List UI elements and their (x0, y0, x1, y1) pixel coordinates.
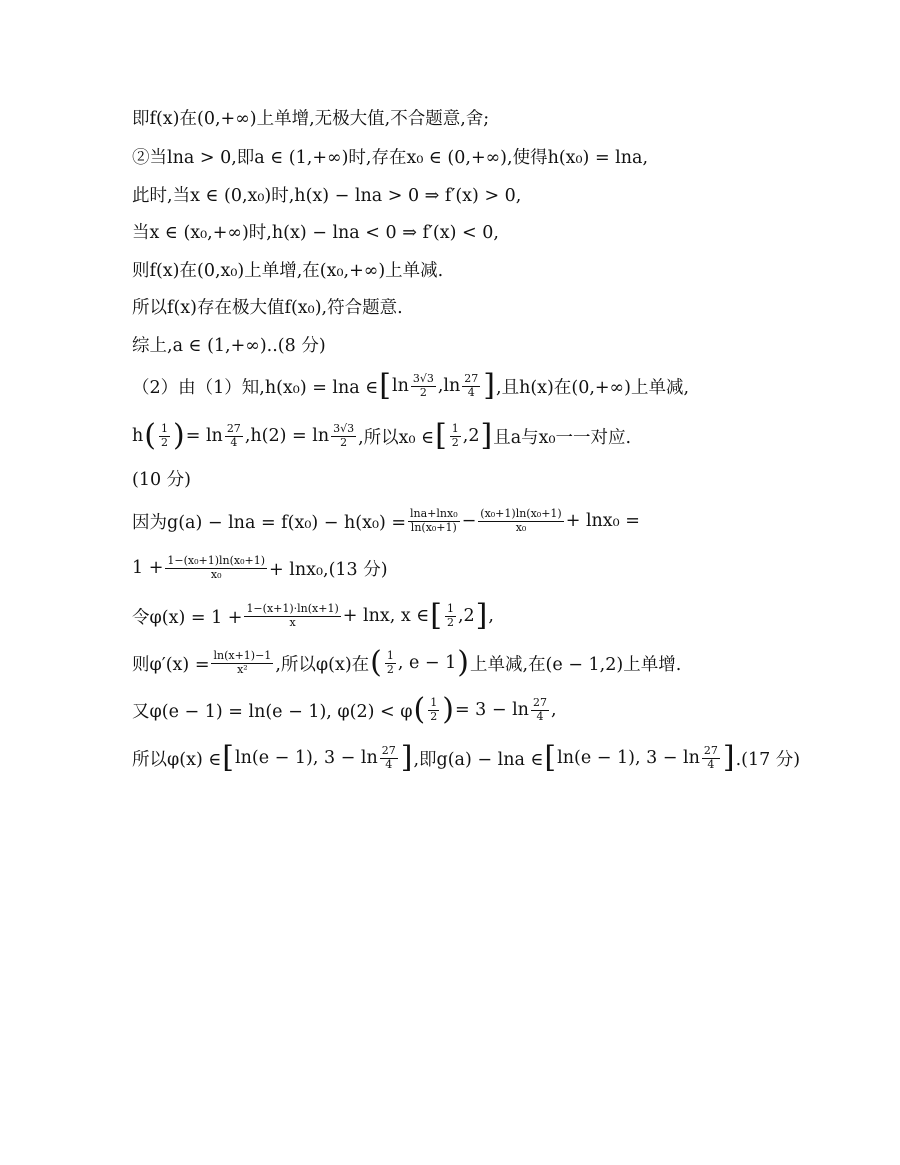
left-paren: ( (144, 418, 156, 453)
text-segment: ,2 (457, 606, 475, 626)
numerator: 27 (464, 371, 479, 385)
denominator: x₀ (210, 567, 222, 581)
text-segment: ln(e − 1), 3 − ln (235, 748, 378, 768)
numerator: 1 (451, 421, 459, 435)
left-bracket: [ (544, 740, 557, 775)
numerator: lna+lnx₀ (410, 506, 458, 520)
text-segment: ,所以x₀ ∈ (358, 427, 435, 448)
text-segment: 令φ(x) = 1 + (132, 607, 243, 628)
solution-line-12 (132, 548, 388, 588)
text-segment: ,h(2) = ln (244, 426, 330, 446)
denominator: x (289, 615, 296, 629)
text-segment: h (132, 426, 144, 446)
numerator: 1 (161, 421, 168, 435)
line-text: 所以f(x)存在极大值f(x₀),符合题意. (132, 297, 403, 318)
text-segment: ,2 (462, 426, 480, 446)
denominator: 2 (386, 662, 394, 676)
ln-label: ln (391, 376, 409, 396)
text-segment: = ln (185, 426, 223, 446)
fraction (331, 423, 356, 449)
fraction (450, 423, 461, 449)
text-segment: ,即g(a) − lna ∈ (413, 749, 544, 770)
denominator: 4 (230, 435, 238, 449)
fraction (165, 555, 267, 581)
line-text: (10 分) (132, 469, 191, 490)
numerator: 27 (226, 421, 241, 435)
right-paren: ) (457, 645, 469, 680)
fraction (445, 603, 456, 629)
comma: , (488, 606, 494, 626)
line-text: 当x ∈ (x₀,+∞)时,h(x) − lna < 0 ⇒ f′(x) < 0, (132, 222, 499, 243)
text-segment: 上单减,在(e − 1,2)上单增. (470, 654, 682, 675)
right-paren: ) (173, 418, 185, 453)
solution-line-15 (132, 690, 557, 730)
text-segment: .(17 分) (735, 749, 801, 770)
fraction (385, 650, 396, 676)
text-segment: ,且h(x)在(0,+∞)上单减, (496, 377, 690, 398)
fraction (380, 745, 398, 771)
right-bracket: ] (400, 740, 413, 775)
fraction (244, 603, 340, 629)
right-bracket: ] (475, 598, 488, 633)
numerator: 3√3 (412, 371, 434, 385)
denominator: x² (237, 662, 248, 676)
text-segment: + lnx, x ∈ (342, 606, 430, 626)
denominator: 4 (385, 757, 393, 771)
denominator: x₀ (515, 520, 527, 534)
left-bracket: [ (430, 598, 442, 633)
solution-line-9 (132, 416, 631, 456)
solution-line-10 (132, 458, 191, 498)
solution-line-6 (132, 286, 403, 326)
fraction (531, 697, 549, 723)
denominator: 2 (446, 615, 454, 629)
solution-line-13 (132, 596, 494, 636)
text-segment: （2）由（1）知,h(x₀) = lna ∈ (132, 377, 379, 398)
fraction (478, 508, 563, 534)
left-paren: ( (370, 645, 382, 680)
denominator: 4 (536, 709, 544, 723)
numerator: 27 (532, 695, 547, 709)
text-segment: ln(e − 1), 3 − ln (557, 748, 700, 768)
text-segment: 且a与x₀一一对应. (493, 427, 632, 448)
solution-line-1 (132, 97, 489, 137)
solution-line-7 (132, 324, 326, 364)
numerator: ln(x+1)−1 (213, 648, 272, 662)
fraction (225, 423, 243, 449)
right-bracket: ] (483, 368, 496, 403)
line-text: 则f(x)在(0,x₀)上单增,在(x₀,+∞)上单减. (132, 260, 444, 281)
numerator: 27 (381, 743, 396, 757)
right-bracket: ] (722, 740, 735, 775)
fraction (211, 650, 273, 676)
text-segment: 所以φ(x) ∈ (132, 749, 222, 770)
text-segment: 因为g(a) − lna = f(x₀) − h(x₀) = (132, 512, 407, 533)
numerator: 1−(x₀+1)ln(x₀+1) (167, 553, 266, 567)
text-segment: , e − 1 (397, 653, 457, 673)
text-segment: + lnx₀ = (565, 511, 640, 531)
numerator: (x₀+1)ln(x₀+1) (480, 506, 562, 520)
line-text: ②当lna > 0,即a ∈ (1,+∞)时,存在x₀ ∈ (0,+∞),使得h(x₀) = lna, (132, 147, 649, 168)
fraction (462, 373, 480, 399)
left-bracket: [ (222, 740, 235, 775)
solution-line-3 (132, 174, 521, 214)
text-segment: ,所以φ(x)在 (275, 654, 370, 675)
numerator: 1 (430, 695, 438, 709)
fraction (702, 745, 720, 771)
line-text: 即f(x)在(0,+∞)上单增,无极大值,不合题意,舍; (132, 108, 490, 129)
text-segment: 1 + (132, 558, 164, 578)
numerator: 1−(x+1)·ln(x+1) (246, 601, 339, 615)
fraction (428, 697, 439, 723)
numerator: 1 (386, 648, 394, 662)
fraction (408, 508, 460, 534)
text-segment: = 3 − ln (454, 700, 529, 720)
denominator: ln(x₀+1) (410, 520, 457, 534)
line-text: 此时,当x ∈ (0,x₀)时,h(x) − lna > 0 ⇒ f′(x) > 0, (132, 185, 522, 206)
denominator: 2 (451, 435, 459, 449)
solution-line-11 (132, 501, 640, 541)
numerator: 27 (703, 743, 718, 757)
left-bracket: [ (379, 368, 391, 403)
fraction (159, 423, 170, 449)
line-text: 综上,a ∈ (1,+∞)..(8 分) (132, 335, 326, 356)
text-segment: 则φ′(x) = (132, 654, 210, 675)
text-segment: ,ln (437, 376, 461, 396)
solution-line-4 (132, 211, 499, 251)
left-paren: ( (413, 692, 426, 727)
denominator: 2 (340, 435, 348, 449)
denominator: 2 (430, 709, 438, 723)
right-bracket: ] (480, 418, 493, 453)
solution-line-8 (132, 366, 689, 406)
text-segment: + lnx₀,(13 分) (269, 559, 388, 580)
fraction (411, 373, 436, 399)
text-segment: − (461, 511, 477, 531)
text-segment: , (550, 700, 557, 720)
solution-line-2 (132, 136, 648, 176)
text-segment: 又φ(e − 1) = ln(e − 1), φ(2) < φ (132, 701, 413, 722)
right-paren: ) (442, 692, 454, 727)
solution-line-14 (132, 643, 681, 683)
denominator: 4 (467, 385, 475, 399)
denominator: 2 (419, 385, 427, 399)
solution-line-16 (132, 738, 800, 778)
numerator: 3√3 (333, 421, 355, 435)
solution-line-5 (132, 249, 443, 289)
denominator: 4 (707, 757, 715, 771)
left-bracket: [ (435, 418, 447, 453)
numerator: 1 (446, 601, 454, 615)
denominator: 2 (161, 435, 168, 449)
